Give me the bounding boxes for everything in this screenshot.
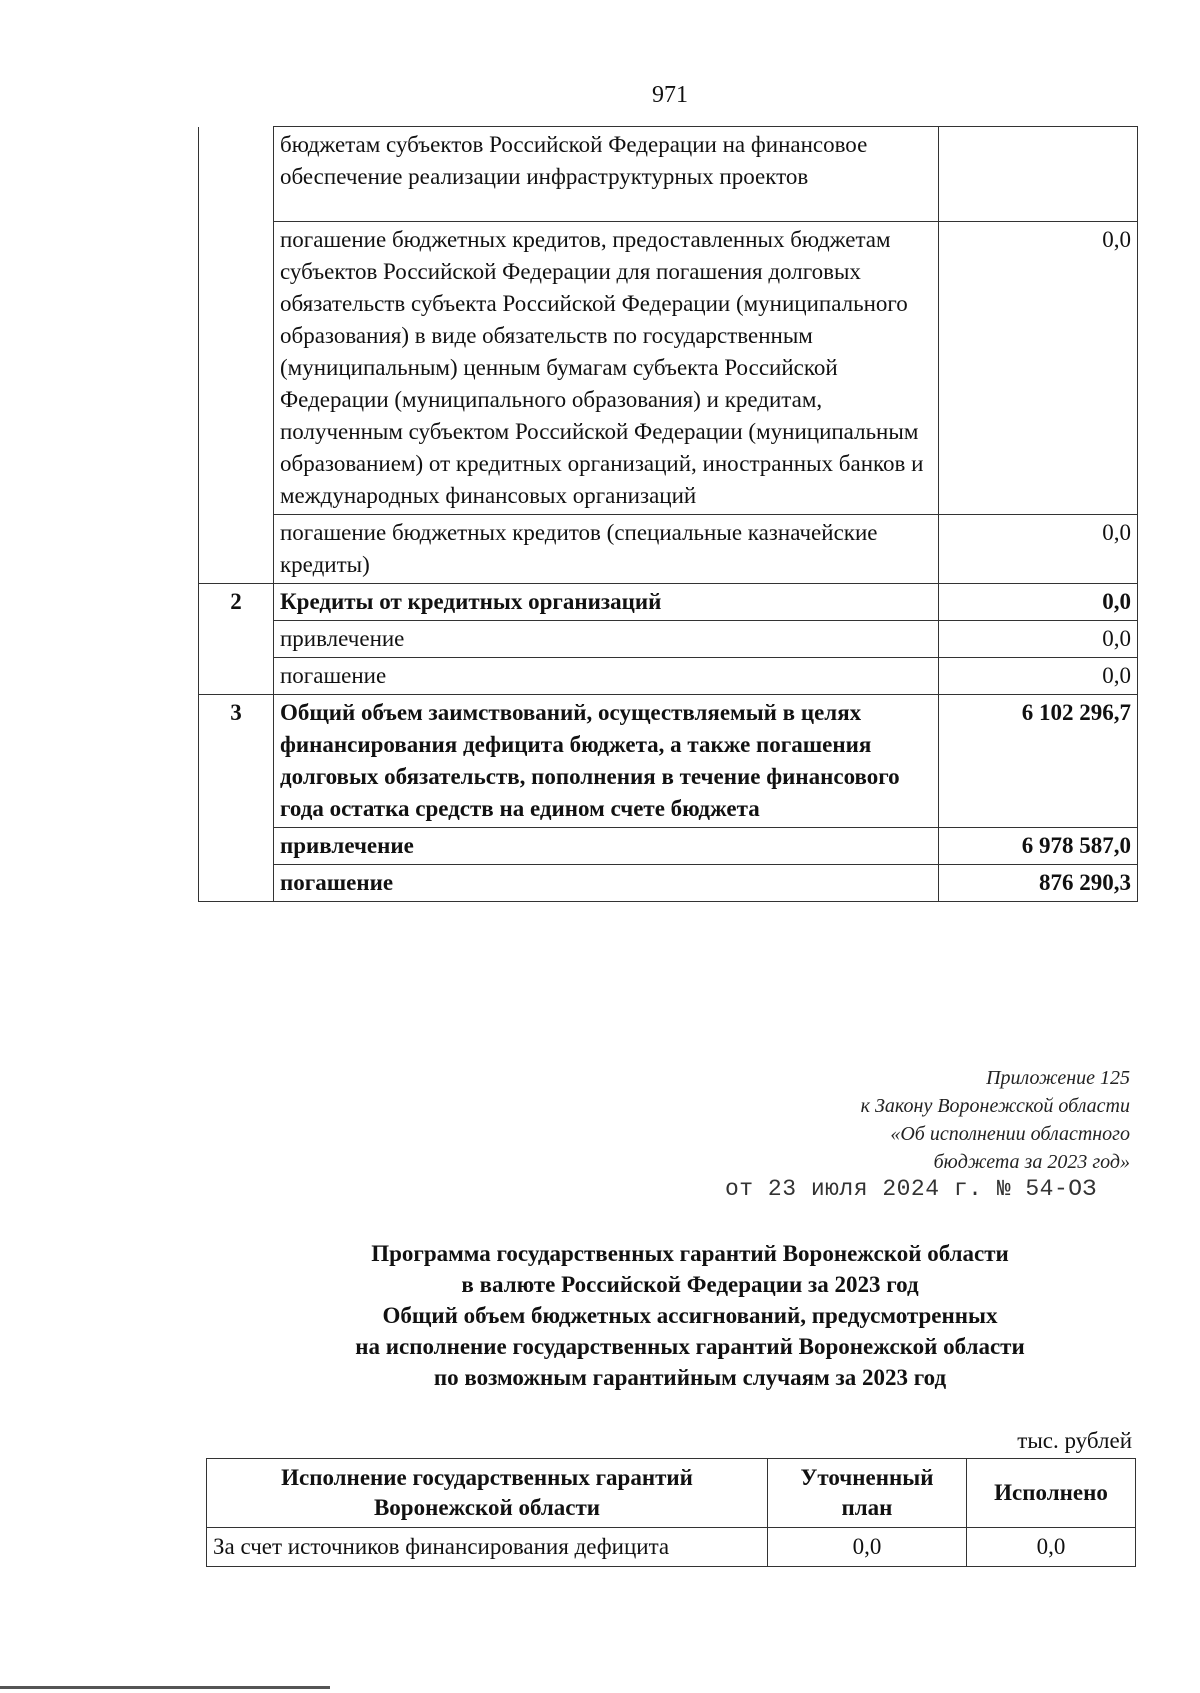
guarantees-table — [206, 1458, 1136, 1567]
appendix-line: «Об исполнении областного — [890, 1123, 1130, 1145]
column-header: Исполнение государственных гарантий Воронежской области — [207, 1459, 768, 1528]
scan-edge-line — [0, 1686, 330, 1689]
table-row — [207, 1528, 1136, 1567]
table-row — [199, 127, 1138, 222]
row-number: 2 — [199, 584, 274, 621]
row-number — [199, 222, 274, 515]
row-number — [199, 127, 274, 222]
row-value — [939, 127, 1138, 222]
row-value: 0,0 — [939, 222, 1138, 515]
units-label: тыс. рублей — [1017, 1428, 1132, 1453]
row-value: 876 290,3 — [939, 865, 1138, 902]
row-description: Общий объем заимствований, осуществляемый в целях финансирования дефицита бюджета, а также погашения долговых обязательств, пополнения в течение финансового года остатка средств на едином счете бюджета — [274, 695, 939, 828]
appendix-line: Приложение 125 — [986, 1067, 1130, 1089]
appendix-reference — [861, 1064, 1130, 1176]
row-description: привлечение — [274, 828, 939, 865]
column-header: Уточненный план — [768, 1459, 967, 1528]
appendix-line: бюджета за 2023 год» — [933, 1151, 1130, 1173]
table-row — [199, 695, 1138, 828]
title-line: в валюте Российской Федерации за 2023 год — [461, 1272, 919, 1297]
table-row — [199, 515, 1138, 584]
title-line: на исполнение государственных гарантий Воронежской области — [355, 1334, 1025, 1359]
row-number — [199, 828, 274, 865]
row-description: погашение бюджетных кредитов, предоставленных бюджетам субъектов Российской Федерации для погашения долговых обязательств субъекта Российской Федерации (муниципального образования) в виде обязательств по государственным (муниципальным) ценным бумагам субъекта Российской Федерации (муниципального образования) и кредитам, полученным субъектом Российской Федерации (муниципальным образованием) от кредитных организаций, иностранных банков и международных финансовых организаций — [274, 222, 939, 515]
title-line: Программа государственных гарантий Воронежской области — [371, 1241, 1009, 1266]
table-row — [199, 865, 1138, 902]
table-header-row — [207, 1459, 1136, 1528]
row-done: 0,0 — [967, 1528, 1136, 1567]
row-value: 0,0 — [939, 515, 1138, 584]
row-number — [199, 658, 274, 695]
table-row — [199, 222, 1138, 515]
row-value: 6 978 587,0 — [939, 828, 1138, 865]
row-description: привлечение — [274, 621, 939, 658]
row-description: Кредиты от кредитных организаций — [274, 584, 939, 621]
row-value: 0,0 — [939, 584, 1138, 621]
document-title — [200, 1238, 1180, 1393]
column-header: Исполнено — [967, 1459, 1136, 1528]
row-number: 3 — [199, 695, 274, 828]
row-plan: 0,0 — [768, 1528, 967, 1567]
row-number — [199, 621, 274, 658]
law-date-stamp: от 23 июля 2024 г. № 54-ОЗ — [725, 1176, 1097, 1202]
appendix-line: к Закону Воронежской области — [860, 1095, 1130, 1117]
row-label: За счет источников финансирования дефицита — [207, 1528, 768, 1567]
row-number — [199, 515, 274, 584]
row-value: 6 102 296,7 — [939, 695, 1138, 828]
row-description: погашение бюджетных кредитов (специальные казначейские кредиты) — [274, 515, 939, 584]
table-row — [199, 828, 1138, 865]
table-row — [199, 584, 1138, 621]
table-row — [199, 621, 1138, 658]
row-description: погашение — [274, 865, 939, 902]
borrowings-table — [198, 126, 1138, 902]
row-value: 0,0 — [939, 621, 1138, 658]
page-number: 971 — [652, 82, 688, 108]
row-description: погашение — [274, 658, 939, 695]
title-line: Общий объем бюджетных ассигнований, предусмотренных — [382, 1303, 998, 1328]
title-line: по возможным гарантийным случаям за 2023 год — [433, 1365, 947, 1390]
row-value: 0,0 — [939, 658, 1138, 695]
row-number — [199, 865, 274, 902]
table-row — [199, 658, 1138, 695]
row-description: бюджетам субъектов Российской Федерации на финансовое обеспечение реализации инфраструктурных проектов — [274, 127, 939, 222]
